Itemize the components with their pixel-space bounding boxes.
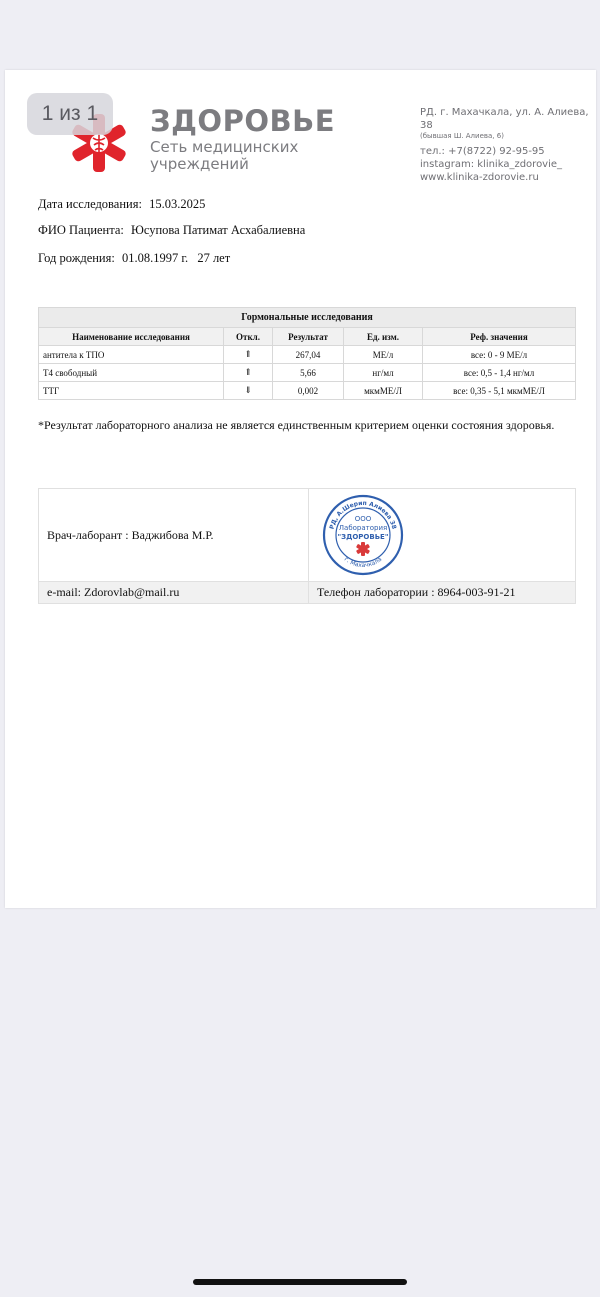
- lab-phone: Телефон лаборатории : 8964-003-91-21: [309, 582, 576, 604]
- column-header: Наименование исследования: [39, 328, 224, 346]
- page-counter-badge: 1 из 1: [27, 93, 113, 135]
- clinic-contacts: [420, 106, 592, 184]
- signature-row: [39, 489, 576, 582]
- test-name: ТТГ: [39, 382, 224, 400]
- stamp-ring-text: РД, А.Шерип Алиева 38: [328, 499, 398, 531]
- patient-name-value: Юсупова Патимат Асхабалиевна: [131, 223, 306, 237]
- table-title: Гормональные исследования: [39, 308, 576, 328]
- birth-year-field: [38, 251, 230, 266]
- column-header: Реф. значения: [423, 328, 576, 346]
- table-title-row: [39, 308, 576, 328]
- stamp-city: г. Махачкала: [342, 555, 384, 570]
- deviation-down-icon: ⇓: [224, 382, 273, 400]
- column-header: Результат: [273, 328, 344, 346]
- birth-date-value: 01.08.1997 г.: [121, 251, 189, 265]
- disclaimer-text: *Результат лабораторного анализа не является единственным критерием оценки состояния здоровья.: [38, 418, 555, 432]
- clinic-website: www.klinika-zdorovie.ru: [420, 172, 539, 183]
- test-unit: мкмМЕ/Л: [344, 382, 423, 400]
- stamp-line-1: Лаборатория: [338, 524, 388, 532]
- age-value: 27 лет: [197, 251, 231, 265]
- test-unit: МЕ/л: [344, 346, 423, 364]
- hormone-results-table: [38, 307, 576, 400]
- signature-table: [38, 488, 576, 604]
- test-reference: все: 0,5 - 1,4 нг/мл: [423, 364, 576, 382]
- deviation-up-icon: ⇑: [224, 346, 273, 364]
- clinic-instagram: instagram: klinika_zdorovie_: [420, 159, 563, 170]
- table-row: [39, 382, 576, 400]
- home-indicator[interactable]: [193, 1279, 407, 1285]
- test-result: 267,04: [273, 346, 344, 364]
- column-header: Ед. изм.: [344, 328, 423, 346]
- table-header-row: [39, 328, 576, 346]
- test-reference: все: 0,35 - 5,1 мкмМЕ/Л: [423, 382, 576, 400]
- brand-name: ЗДОРОВЬЕ: [150, 104, 336, 138]
- brand-subtitle-line-2: учреждений: [150, 155, 249, 173]
- test-result: 0,002: [273, 382, 344, 400]
- patient-name-label: ФИО Пациента:: [38, 223, 124, 237]
- stamp-line-2: "ЗДОРОВЬЕ": [337, 533, 389, 541]
- table-row: [39, 346, 576, 364]
- clinic-address-note: (бывшая Ш. Алиева, 6): [420, 132, 504, 140]
- test-unit: нг/мл: [344, 364, 423, 382]
- lab-email: e-mail: Zdorovlab@mail.ru: [39, 582, 309, 604]
- stamp-cell: [309, 489, 576, 582]
- clinic-address: РД. г. Махачкала, ул. А. Алиева, 38: [420, 107, 589, 131]
- clinic-phone: тел.: +7(8722) 92-95-95: [420, 146, 545, 157]
- stamp-org: ООО: [354, 515, 372, 523]
- doctor-name: Врач-лаборант : Ваджибова М.Р.: [39, 489, 309, 582]
- deviation-up-icon: ⇑: [224, 364, 273, 382]
- table-row: [39, 364, 576, 382]
- brand-subtitle: [150, 139, 350, 173]
- test-result: 5,66: [273, 364, 344, 382]
- column-header: Откл.: [224, 328, 273, 346]
- test-reference: все: 0 - 9 МЕ/л: [423, 346, 576, 364]
- contact-row: [39, 582, 576, 604]
- laboratory-stamp: [321, 493, 405, 577]
- study-date-label: Дата исследования:: [38, 197, 142, 211]
- study-date-value: 15.03.2025: [149, 197, 206, 211]
- svg-text:г. Махачкала: [343, 556, 384, 569]
- test-name: Т4 свободный: [39, 364, 224, 382]
- study-date-field: [38, 197, 205, 212]
- birth-year-label: Год рождения:: [38, 251, 115, 265]
- test-name: антитела к ТПО: [39, 346, 224, 364]
- brand-subtitle-line-1: Сеть медицинских: [150, 138, 299, 156]
- stamp-cross-icon: [356, 542, 370, 556]
- patient-name-field: [38, 223, 305, 238]
